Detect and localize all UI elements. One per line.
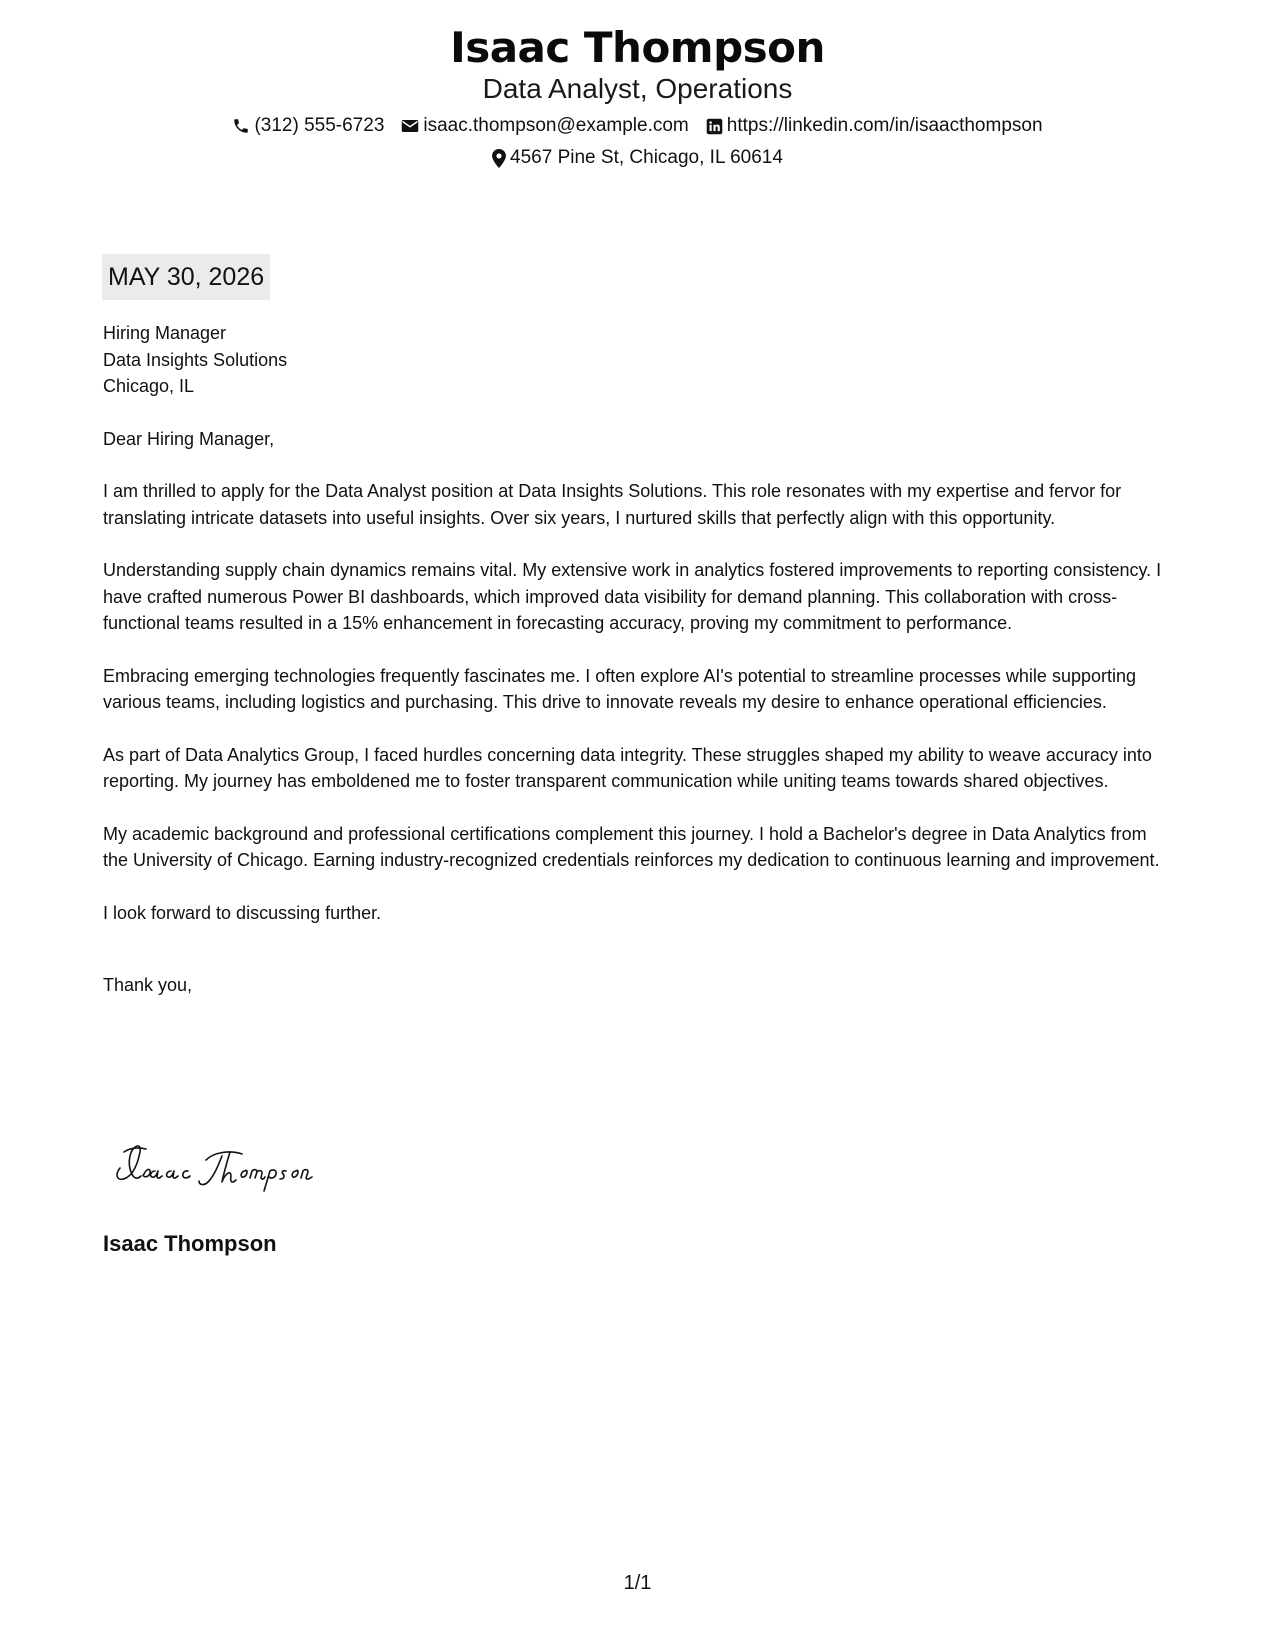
letter-body xyxy=(103,320,1173,1025)
contact-linkedin[interactable] xyxy=(706,114,1043,138)
page-number: 1/1 xyxy=(623,1572,652,1594)
letter-date: MAY 30, 2026 xyxy=(102,254,270,300)
phone-text: (312) 555-6723 xyxy=(254,115,385,136)
linkedin-icon xyxy=(706,118,723,135)
recipient-title: Hiring Manager xyxy=(103,323,227,343)
envelope-icon xyxy=(401,118,419,134)
paragraph-2: Understanding supply chain dynamics remains vital. My extensive work in analytics fostered improvements to reporting consistency. I have crafted numerous Power BI dashboards, which improved data visibility for demand planning. This collaboration with cross-functional teams resulted in a 15% enhancement in forecasting accuracy, proving my commitment to performance. xyxy=(103,560,1162,633)
contact-line xyxy=(0,114,1275,138)
email-text[interactable]: isaac.thompson@example.com xyxy=(423,115,689,136)
phone-icon xyxy=(232,117,250,135)
handwritten-signature xyxy=(110,1138,360,1198)
paragraph-6: I look forward to discussing further. xyxy=(103,902,382,923)
paragraph-1: I am thrilled to apply for the Data Analyst position at Data Insights Solutions. This role resonates with my expertise and fervor for translating intricate datasets into useful insights. Over six years, I nurtured skills that perfectly align with this opportunity. xyxy=(103,481,1122,528)
letter-header xyxy=(0,22,1275,170)
map-pin-icon xyxy=(492,149,506,168)
recipient-location: Chicago, IL xyxy=(103,376,195,396)
salutation: Dear Hiring Manager, xyxy=(103,428,275,449)
paragraph-3: Embracing emerging technologies frequently fascinates me. I often explore AI's potential to streamline processes while supporting various teams, including logistics and purchasing. This drive to innovate reveals my desire to enhance operational efficiencies. xyxy=(103,665,1136,712)
recipient-block xyxy=(103,320,1173,400)
address-text: 4567 Pine St, Chicago, IL 60614 xyxy=(510,147,783,168)
contact-address xyxy=(492,146,783,170)
paragraph-5: My academic background and professional certifications complement this journey. I hold a Bachelor's degree in Data Analytics from the University of Chicago. Earning industry-recognized credentials reinforces my dedication to continuous learning and improvement. xyxy=(103,823,1160,870)
applicant-name: Isaac Thompson xyxy=(450,23,825,72)
closing: Thank you, xyxy=(103,975,193,995)
paragraph-4: As part of Data Analytics Group, I faced hurdles concerning data integrity. These struggles shaped my ability to weave accuracy into reporting. My journey has emboldened me to foster transparent communication while uniting teams towards shared objectives. xyxy=(103,744,1152,791)
contact-phone xyxy=(232,114,384,138)
linkedin-text[interactable]: https://linkedin.com/in/isaacthompson xyxy=(726,115,1043,136)
address-line xyxy=(0,146,1275,170)
applicant-role: Data Analyst, Operations xyxy=(482,73,793,104)
recipient-company: Data Insights Solutions xyxy=(103,349,288,370)
contact-email[interactable] xyxy=(401,114,688,138)
signed-name: Isaac Thompson xyxy=(103,1231,277,1256)
